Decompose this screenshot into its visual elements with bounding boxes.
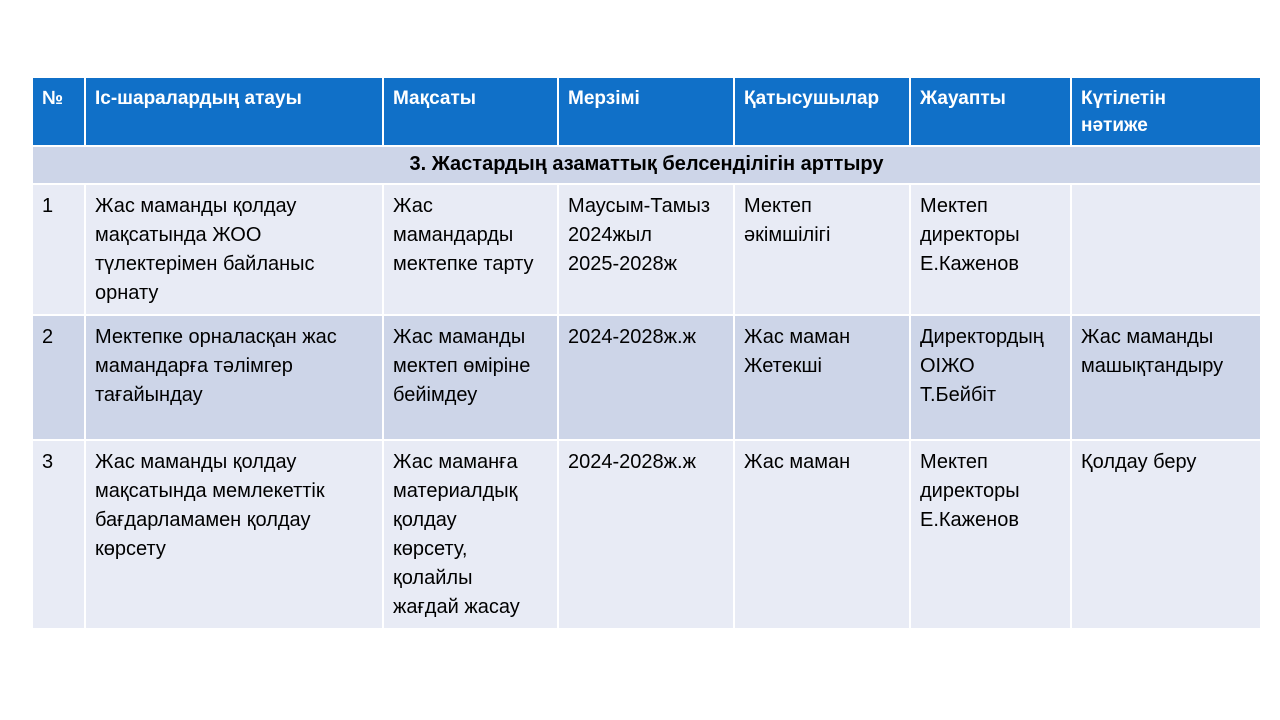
action-plan-table [31,76,1262,630]
section-title: 3. Жастардың азаматтық белсенділігін арттыру [32,146,1261,184]
cell-goal: Жас маманға материалдық қолдау көрсету, қолайлы жағдай жасау [383,440,558,629]
table-header-row [32,77,1261,146]
cell-responsible: Мектеп директоры Е.Каженов [910,184,1071,315]
cell-expected-result: Жас маманды машықтандыру [1071,315,1261,440]
cell-goal: Жас мамандарды мектепке тарту [383,184,558,315]
table-row [32,315,1261,440]
cell-responsible: Мектеп директоры Е.Каженов [910,440,1071,629]
cell-number: 2 [32,315,85,440]
header-participants: Қатысушылар [734,77,910,146]
cell-event-name: Жас маманды қолдау мақсатында ЖОО түлектерімен байланыс орнату [85,184,383,315]
table-row [32,184,1261,315]
cell-participants: Мектеп әкімшілігі [734,184,910,315]
cell-expected-result [1071,184,1261,315]
cell-goal: Жас маманды мектеп өміріне бейімдеу [383,315,558,440]
cell-expected-result: Қолдау беру [1071,440,1261,629]
cell-participants: Жас маман Жетекші [734,315,910,440]
cell-participants: Жас маман [734,440,910,629]
cell-term: Маусым-Тамыз 2024жыл 2025-2028ж [558,184,734,315]
cell-term: 2024-2028ж.ж [558,440,734,629]
header-expected-result: Күтілетін нәтиже [1071,77,1261,146]
header-term: Мерзімі [558,77,734,146]
header-responsible: Жауапты [910,77,1071,146]
table-row [32,440,1261,629]
cell-number: 1 [32,184,85,315]
header-number: № [32,77,85,146]
header-goal: Мақсаты [383,77,558,146]
cell-number: 3 [32,440,85,629]
cell-responsible: Директордың ОІЖО Т.Бейбіт [910,315,1071,440]
section-title-row [32,146,1261,184]
cell-term: 2024-2028ж.ж [558,315,734,440]
header-event-name: Іс-шаралардың атауы [85,77,383,146]
cell-event-name: Мектепке орналасқан жас мамандарға тәлімгер тағайындау [85,315,383,440]
cell-event-name: Жас маманды қолдау мақсатында мемлекеттік бағдарламамен қолдау көрсету [85,440,383,629]
